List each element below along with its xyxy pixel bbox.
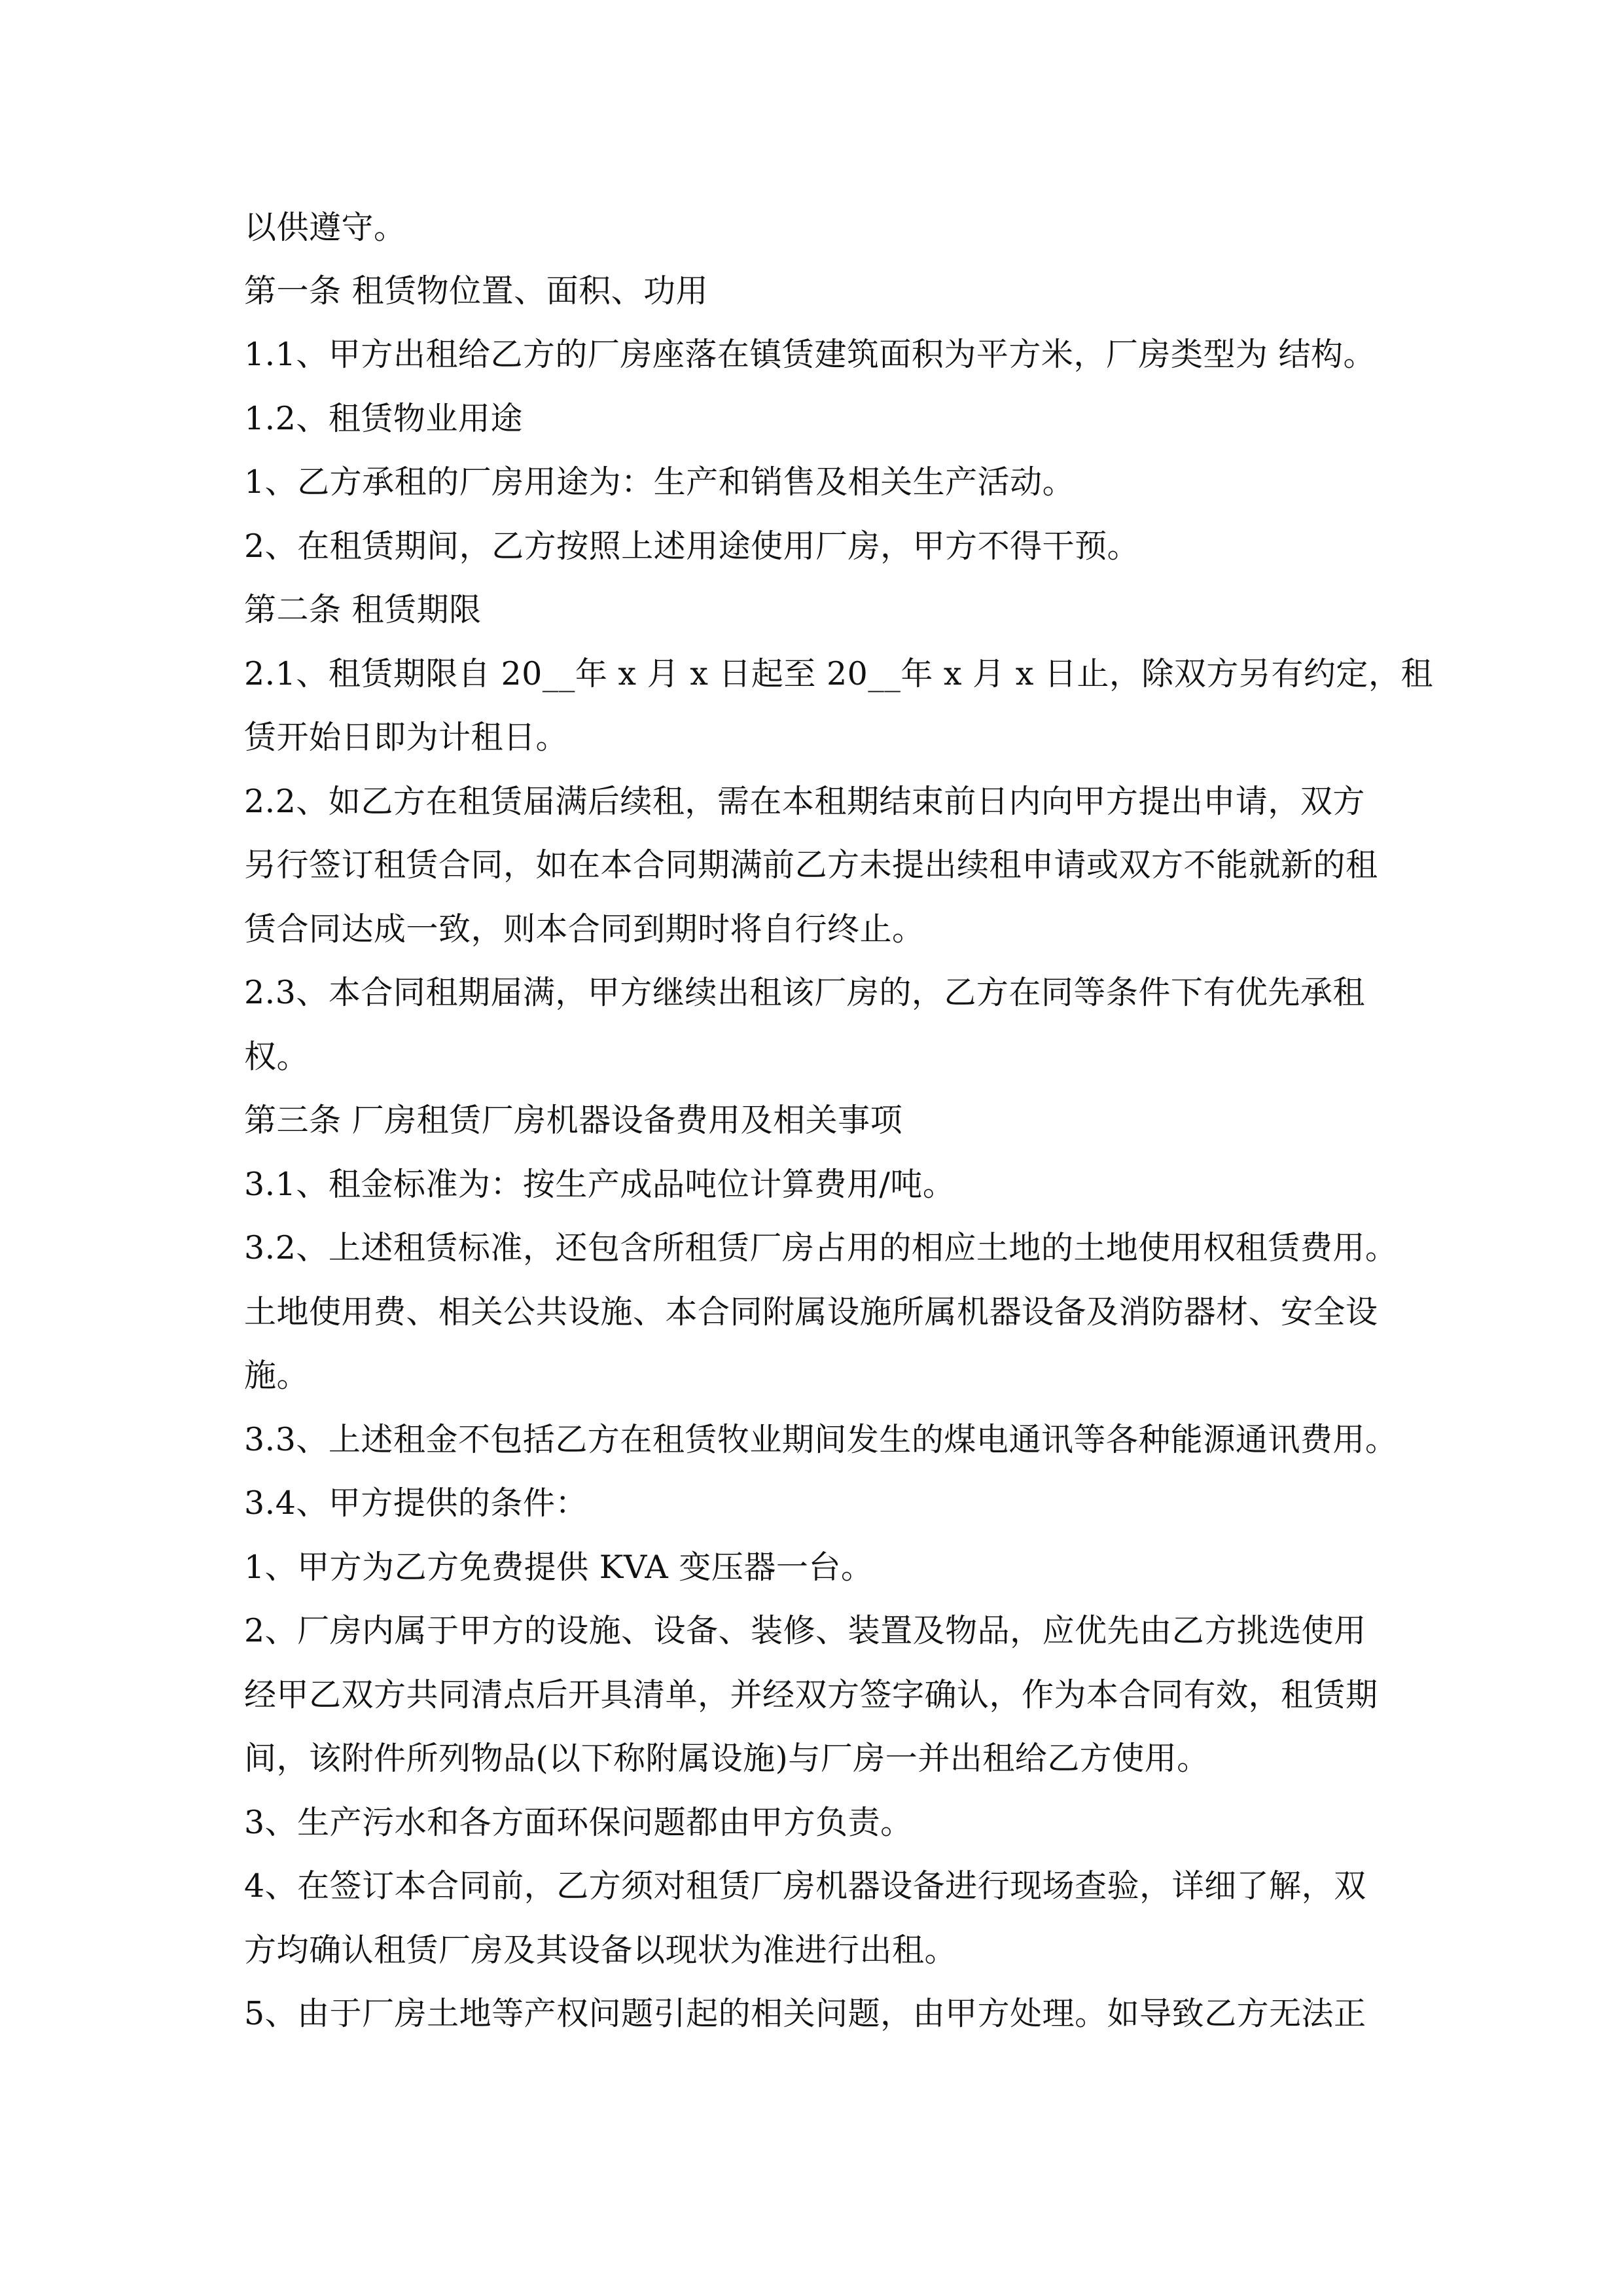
clause-2-2-line-2: 另行签订租赁合同，如在本合同期满前乙方未提出续租申请或双方不能就新的租 [244,846,1378,884]
article-2-heading: 第二条 租赁期限 [244,591,482,628]
clause-3-4-item-3: 3、生产污水和各方面环保问题都由甲方负责。 [244,1804,913,1841]
clause-3-3: 3.3、上述租金不包括乙方在租赁牧业期间发生的煤电通讯等各种能源通讯费用。 [244,1421,1398,1458]
clause-3-2-line-1: 3.2、上述租赁标准，还包含所租赁厂房占用的相应土地的土地使用权租赁费用。 [244,1229,1398,1266]
clause-2-1-line-1: 2.1、租赁期限自 20__年 x 月 x 日起至 20__年 x 月 x 日止，除双方另有约定，租 [244,655,1433,692]
clause-3-4: 3.4、甲方提供的条件： [244,1484,588,1522]
article-3-heading: 第三条 厂房租赁厂房机器设备费用及相关事项 [244,1102,903,1139]
clause-2-1-line-2: 赁开始日即为计租日。 [244,719,569,756]
article-1-heading: 第一条 租赁物位置、面积、功用 [244,272,709,310]
clause-1-2-item-1: 1、乙方承租的厂房用途为：生产和销售及相关生产活动。 [244,463,1075,501]
clause-1-2-item-2: 2、在租赁期间，乙方按照上述用途使用厂房，甲方不得干预。 [244,528,1140,565]
clause-2-2-line-3: 赁合同达成一致，则本合同到期时将自行终止。 [244,910,925,948]
clause-3-4-item-2-line-1: 2、厂房内属于甲方的设施、设备、装修、装置及物品，应优先由乙方挑选使用 [244,1612,1366,1649]
clause-1-2: 1.2、租赁物业用途 [244,400,523,437]
clause-2-3-line-2: 权。 [244,1038,310,1075]
text-line-continuation: 以供遵守。 [244,209,406,246]
clause-1-1: 1.1、甲方出租给乙方的厂房座落在镇赁建筑面积为平方米，厂房类型为 结构。 [244,336,1376,373]
clause-3-2-line-3: 施。 [244,1357,310,1394]
clause-3-4-item-4-line-2: 方均确认租赁厂房及其设备以现状为准进行出租。 [244,1931,957,1969]
clause-3-4-item-4-line-1: 4、在签订本合同前，乙方须对租赁厂房机器设备进行现场查验，详细了解，双 [244,1867,1366,1905]
clause-2-2-line-1: 2.2、如乙方在租赁届满后续租，需在本租期结束前日内向甲方提出申请，双方 [244,783,1365,820]
clause-3-2-line-2: 土地使用费、相关公共设施、本合同附属设施所属机器设备及消防器材、安全设 [244,1293,1378,1331]
clause-3-1: 3.1、租金标准为：按生产成品吨位计算费用/吨。 [244,1166,955,1203]
clause-3-4-item-2-line-2: 经甲乙双方共同清点后开具清单，并经双方签字确认，作为本合同有效，租赁期 [244,1676,1378,1713]
clause-3-4-item-5-line-1: 5、由于厂房土地等产权问题引起的相关问题，由甲方处理。如导致乙方无法正 [244,1995,1366,2032]
clause-3-4-item-2-line-3: 间，该附件所列物品(以下称附属设施)与厂房一并出租给乙方使用。 [244,1740,1209,1777]
clause-3-4-item-1: 1、甲方为乙方免费提供 KVA 变压器一台。 [244,1549,874,1586]
clause-2-3-line-1: 2.3、本合同租期届满，甲方继续出租该厂房的，乙方在同等条件下有优先承租 [244,974,1365,1011]
